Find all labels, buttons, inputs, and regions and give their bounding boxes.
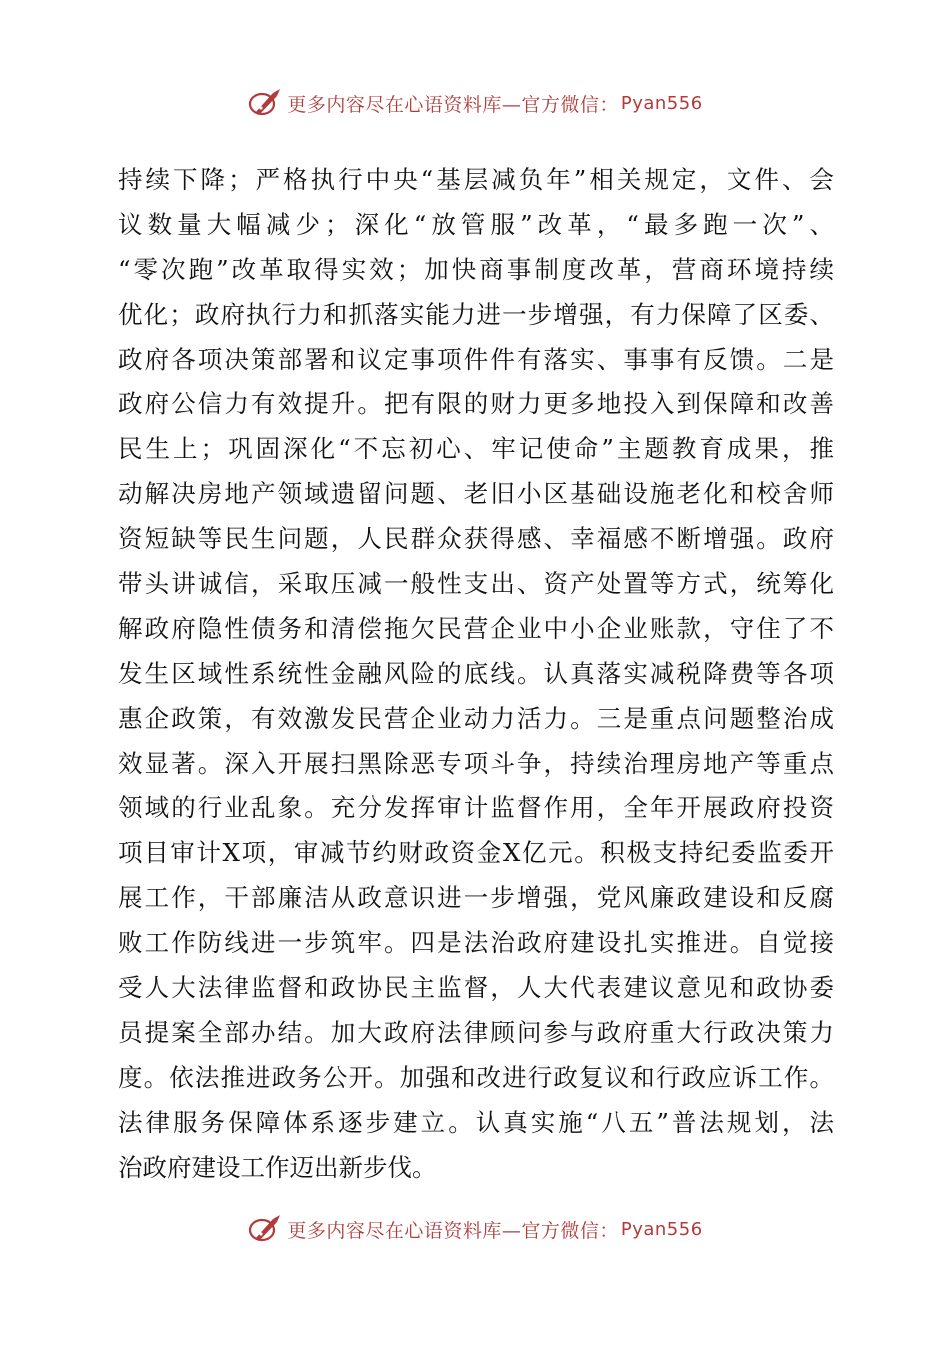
watermark-text: 更多内容尽在心语资料库—官方微信： [287, 93, 619, 116]
body-line: 优化；政府执行力和抓落实能力进一步增强，有力保障了区委、 [118, 299, 834, 329]
body-line: 展工作，干部廉洁从政意识进一步增强，党风廉政建设和反腐 [118, 883, 834, 913]
body-line: 法律服务保障体系逐步建立。认真实施“八五”普法规划，法 [118, 1107, 834, 1137]
body-line: 项目审计X项，审减节约财政资金X亿元。积极支持纪委监委开 [118, 838, 834, 868]
body-line: 领域的行业乱象。充分发挥审计监督作用，全年开展政府投资 [118, 793, 834, 823]
body-line: 惠企政策，有效激发民营企业动力活力。三是重点问题整治成 [118, 703, 834, 733]
body-line: 政府公信力有效提升。把有限的财力更多地投入到保障和改善 [118, 389, 834, 419]
body-line: 动解决房地产领域遗留问题、老旧小区基础设施老化和校舍师 [118, 479, 834, 509]
body-line: 治政府建设工作迈出新步伐。 [118, 1152, 437, 1182]
body-line: 员提案全部办结。加大政府法律顾问参与政府重大行政决策力 [118, 1017, 834, 1047]
document-body [118, 158, 834, 1190]
body-line: 带头讲诚信，采取压减一般性支出、资产处置等方式，统筹化 [118, 569, 834, 599]
wechat-id: Pyan556 [620, 92, 703, 114]
body-line: 效显著。深入开展扫黑除恶专项斗争，持续治理房地产等重点 [118, 748, 834, 778]
body-line: 败工作防线进一步筑牢。四是法治政府建设扎实推进。自觉接 [118, 928, 834, 958]
body-line: 资短缺等民生问题，人民群众获得感、幸福感不断增强。政府 [118, 524, 834, 554]
body-line: 受人大法律监督和政协民主监督，人大代表建议意见和政协委 [118, 973, 834, 1003]
body-line: 解政府隐性债务和清偿拖欠民营企业中小企业账款，守住了不 [118, 613, 834, 643]
footer-watermark [0, 1214, 950, 1244]
body-line: 议数量大幅减少；深化“放管服”改革，“最多跑一次”、 [118, 209, 834, 239]
body-line: 度。依法推进政务公开。加强和改进行政复议和行政应诉工作。 [118, 1062, 834, 1092]
body-line: 政府各项决策部署和议定事项件件有落实、事事有反馈。二是 [118, 344, 834, 374]
body-line: 持续下降；严格执行中央“基层减负年”相关规定，文件、会 [118, 165, 834, 194]
pen-nib-logo-icon [247, 88, 283, 118]
body-line: 民生上；巩固深化“不忘初心、牢记使命”主题教育成果，推 [118, 434, 834, 464]
pen-nib-logo-icon [247, 1214, 283, 1244]
header-watermark [0, 88, 950, 118]
watermark-text: 更多内容尽在心语资料库—官方微信： [287, 1219, 619, 1242]
wechat-id: Pyan556 [620, 1218, 703, 1240]
body-line: 发生区域性系统性金融风险的底线。认真落实减税降费等各项 [118, 658, 834, 688]
body-line: “零次跑”改革取得实效；加快商事制度改革，营商环境持续 [118, 254, 834, 284]
